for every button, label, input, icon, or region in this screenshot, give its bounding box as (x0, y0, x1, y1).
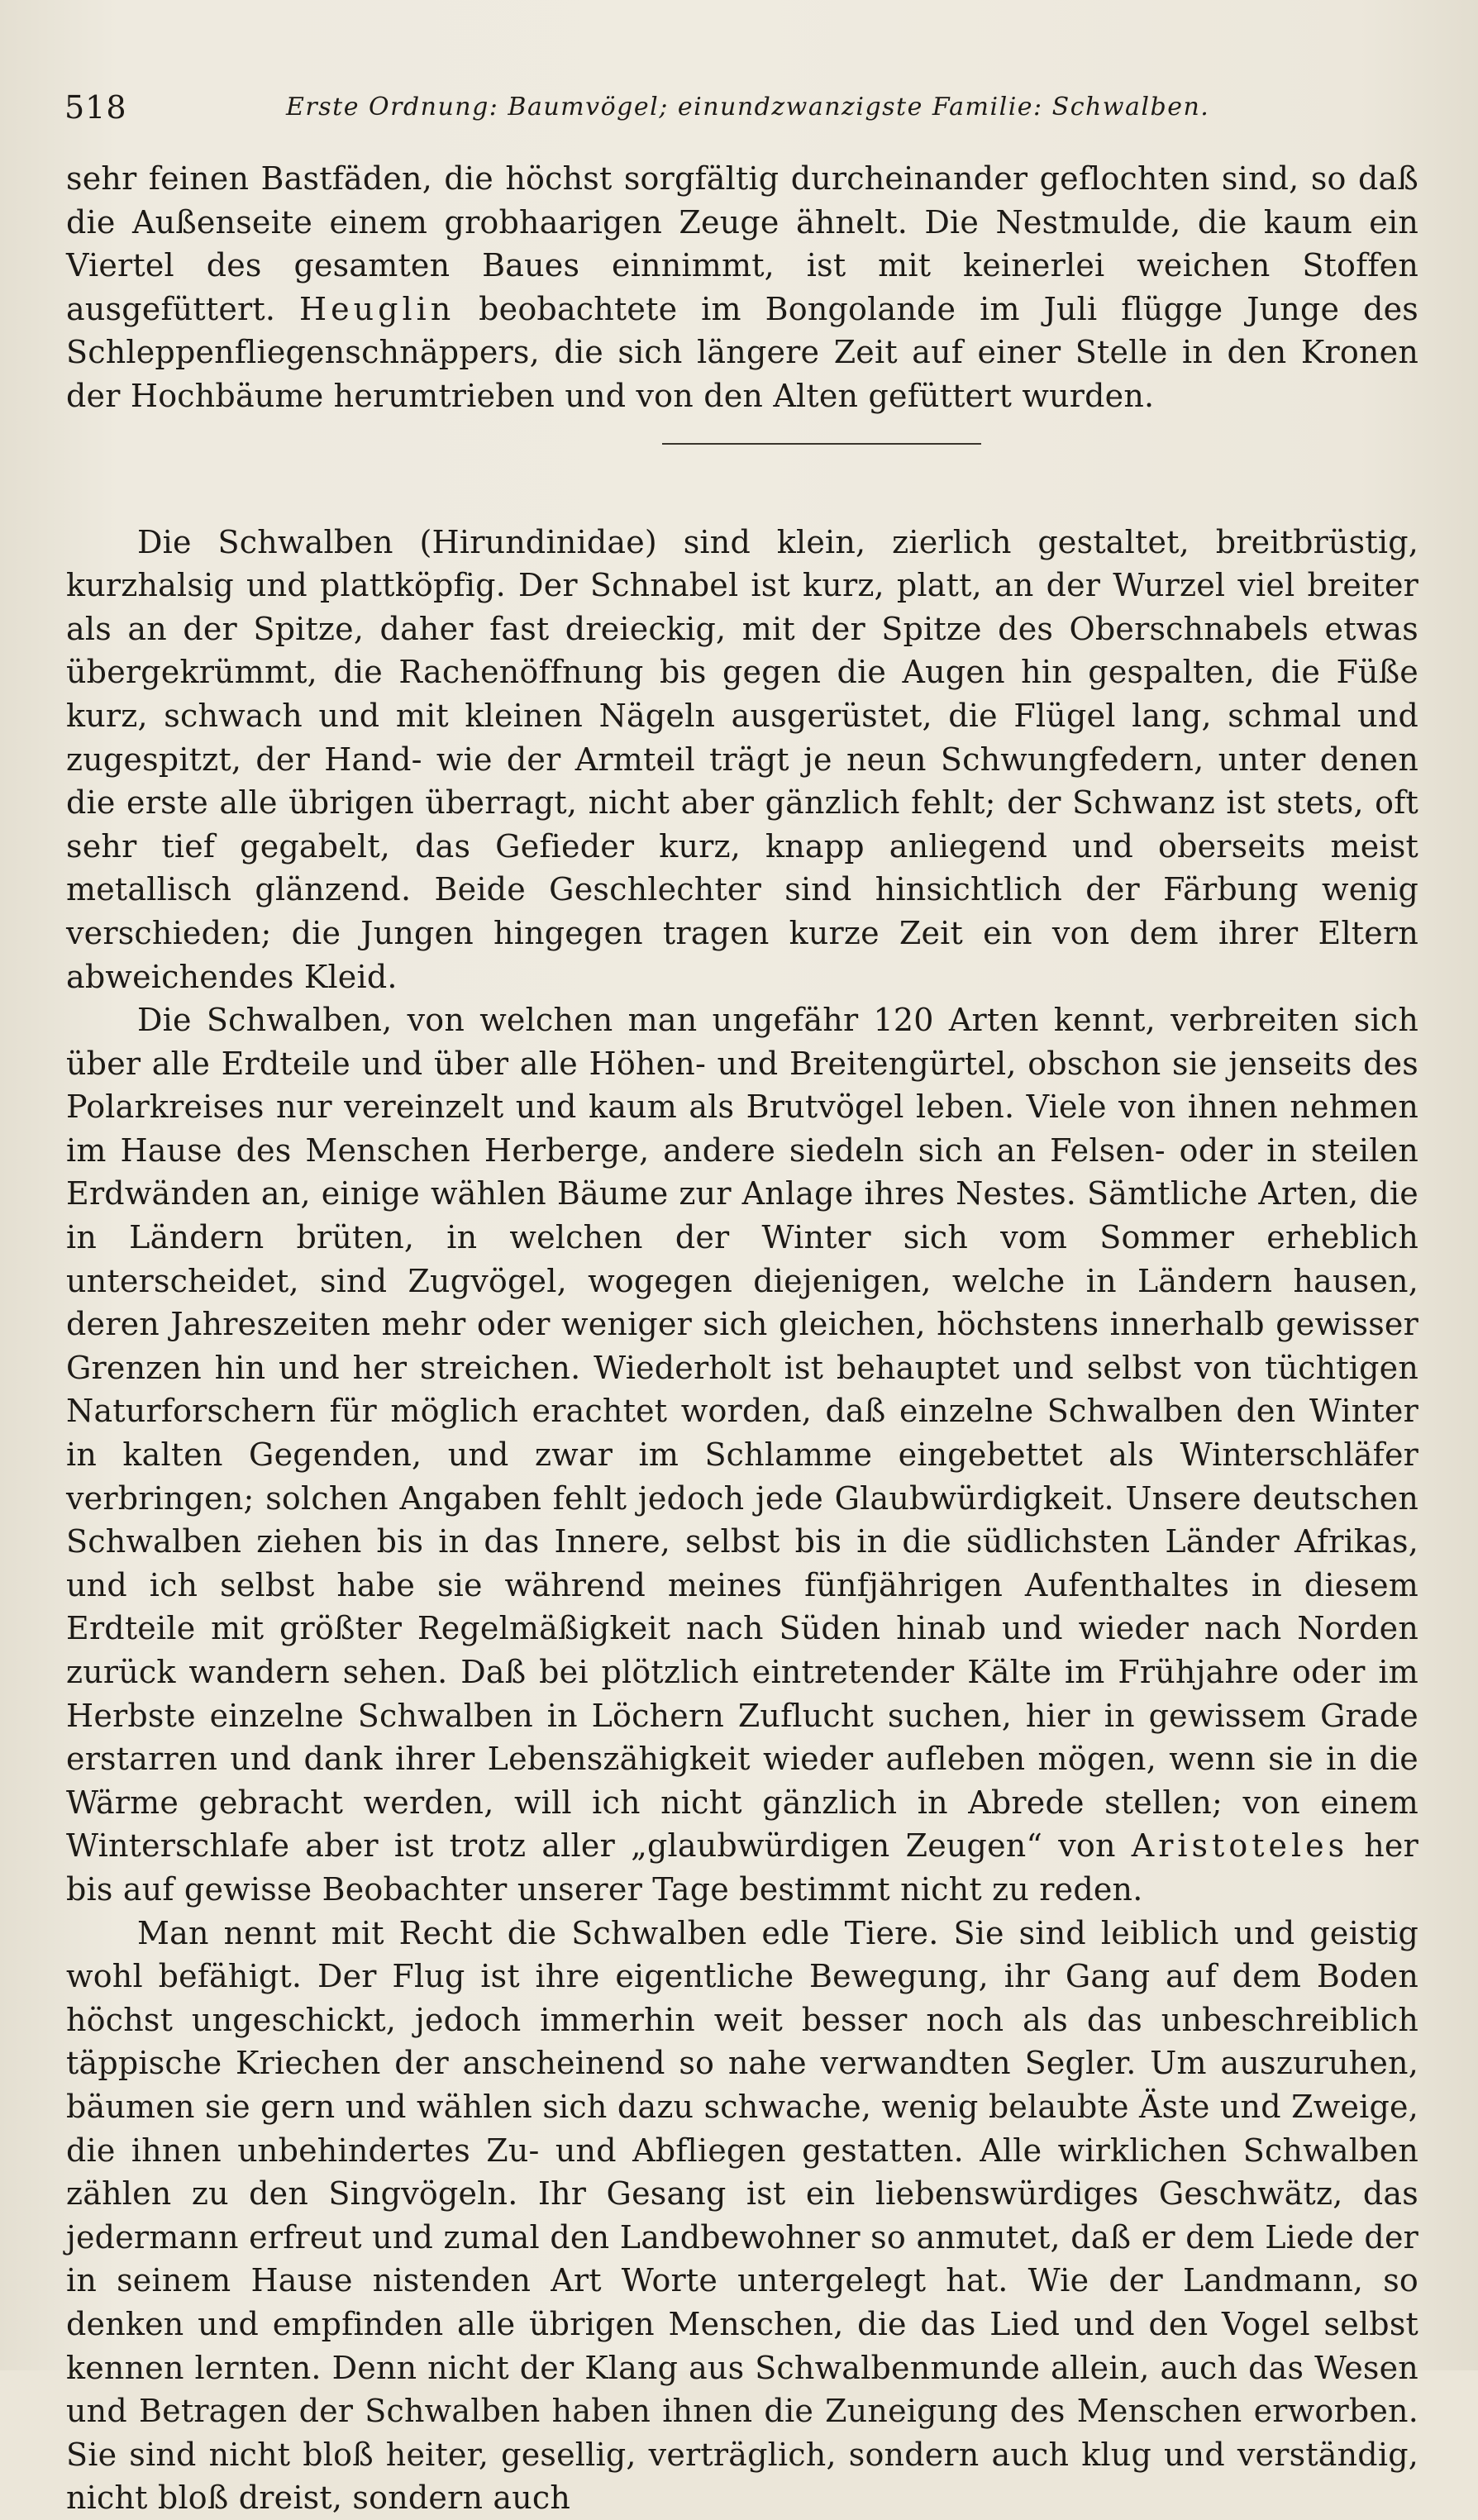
author-name: Heuglin (299, 290, 455, 327)
section-gap (66, 445, 1418, 521)
page-header (64, 89, 1420, 136)
running-head: Erste Ordnung: Baumvögel; einundzwanzigste Familie: Schwalben. (286, 93, 1210, 121)
paragraph-continuation (66, 157, 1418, 418)
paragraph-text: Die Schwalben, von welchen man ungefähr 120 Arten kennt, verbreiten sich über alle Erdteile und über alle Höhen- und Breitengürtel, obschon sie jenseits des Polarkreises nur vereinzelt und kaum als Brutvögel leben. Viele von ihnen nehmen im Hause des Menschen Herberge, andere siedeln sich an Felsen- oder in steilen Erdwänden an, einige wählen Bäume zur Anlage ihres Nestes. Sämtliche Arten, die in Ländern brüten, in welchen der Winter sich vom Sommer erheblich unterscheidet, sind Zugvögel, wogegen diejenigen, welche in Ländern hausen, deren Jahreszeiten mehr oder weniger sich gleichen, höchstens innerhalb gewisser Grenzen hin und her streichen. Wiederholt ist behauptet und selbst von tüchtigen Naturforschern für möglich erachtet worden, daß einzelne Schwalben den Winter in kalten Gegenden, und zwar im Schlamme eingebettet als Winterschläfer verbringen; solchen Angaben fehlt jedoch jede Glaubwürdigkeit. Unsere deutschen Schwalben ziehen bis in das Innere, selbst bis in die südlichsten Länder Afrikas, und ich selbst habe sie während meines fünfjährigen Aufenthaltes in diesem Erdteile mit größter Regelmäßigkeit nach Süden hinab und wieder nach Norden zurück wandern sehen. Daß bei plötzlich eintretender Kälte im Frühjahre oder im Herbste einzelne Schwalben in Löchern Zuflucht suchen, hier in gewissem Grade erstarren und dank ihrer Lebenszähigkeit wieder aufleben mögen, wenn sie in die Wärme gebracht werden, will ich nicht gänzlich in Abrede stellen; von einem Winterschlafe aber ist trotz aller „glaubwürdigen Zeugen“ von (66, 1002, 1418, 1865)
section-separator (662, 443, 981, 445)
page-number: 518 (64, 89, 127, 126)
paragraph-text: her bis auf gewisse Beobachter unserer Tage bestimmt nicht zu reden. (66, 1827, 1418, 1908)
paragraph-text: beobachtete im Bongolande im Juli flügge Junge des Schleppenfliegenschnäppers, die sich längere Zeit auf einer Stelle in den Kronen der Hochbäume herumtrieben und von den Alten gefüttert wurden. (66, 290, 1418, 414)
paragraph-distribution (66, 998, 1418, 1911)
paragraph-behaviour: Man nennt mit Recht die Schwalben edle Tiere. Sie sind leiblich und geistig wohl befähigt. Der Flug ist ihre eigentliche Bewegung, ihr Gang auf dem Boden höchst ungeschickt, jedoch immerhin weit besser noch als das unbeschreiblich täppische Kriechen der anscheinend so nahe verwandten Segler. Um auszuruhen, bäumen sie gern und wählen sich dazu schwache, wenig belaubte Äste und Zweige, die ihnen unbehindertes Zu- und Abfliegen gestatten. Alle wirklichen Schwalben zählen zu den Singvögeln. Ihr Gesang ist ein liebenswürdiges Geschwätz, das jedermann erfreut und zumal den Landbewohner so anmutet, daß er dem Liede der in seinem Hause nistenden Art Worte untergelegt hat. Wie der Landmann, so denken und empfinden alle übrigen Menschen, die das Lied und den Vogel selbst kennen lernten. Denn nicht der Klang aus Schwalbenmunde allein, auch das Wesen und Betragen der Schwalben haben ihnen die Zuneigung des Menschen erworben. Sie sind nicht bloß heiter, gesellig, verträglich, sondern auch klug und verständig, nicht bloß dreist, sondern auch (66, 1914, 1418, 2517)
author-name: Aristoteles (1131, 1827, 1349, 1865)
paragraph-family-intro: Die Schwalben (Hirundinidae) sind klein, zierlich gestaltet, breitbrüstig, kurzhalsig und plattköpfig. Der Schnabel ist kurz, platt, an der Wurzel viel breiter als an der Spitze, daher fast dreieckig, mit der Spitze des Oberschnabels etwas übergekrümmt, die Rachenöffnung bis gegen die Augen hin gespalten, die Füße kurz, schwach und mit kleinen Nägeln ausgerüstet, die Flügel lang, schmal und zugespitzt, der Hand- wie der Armteil trägt je neun Schwungfedern, unter denen die erste alle übrigen überragt, nicht aber gänzlich fehlt; der Schwanz ist stets, oft sehr tief gegabelt, das Gefieder kurz, knapp anliegend und oberseits meist metallisch glänzend. Beide Geschlechter sind hinsichtlich der Färbung wenig verschieden; die Jungen hingegen tragen kurze Zeit ein von dem ihrer Eltern abweichendes Kleid. (66, 523, 1418, 995)
paragraph-text: sehr feinen Bastfäden, die höchst sorgfältig durcheinander geflochten sind, so daß die Außenseite einem grobhaarigen Zeuge ähnelt. Die Nestmulde, die kaum ein Viertel des gesamten Baues einnimmt, ist mit keinerlei weichen Stoffen ausgefüttert. (66, 160, 1418, 327)
body-text (66, 157, 1418, 2520)
